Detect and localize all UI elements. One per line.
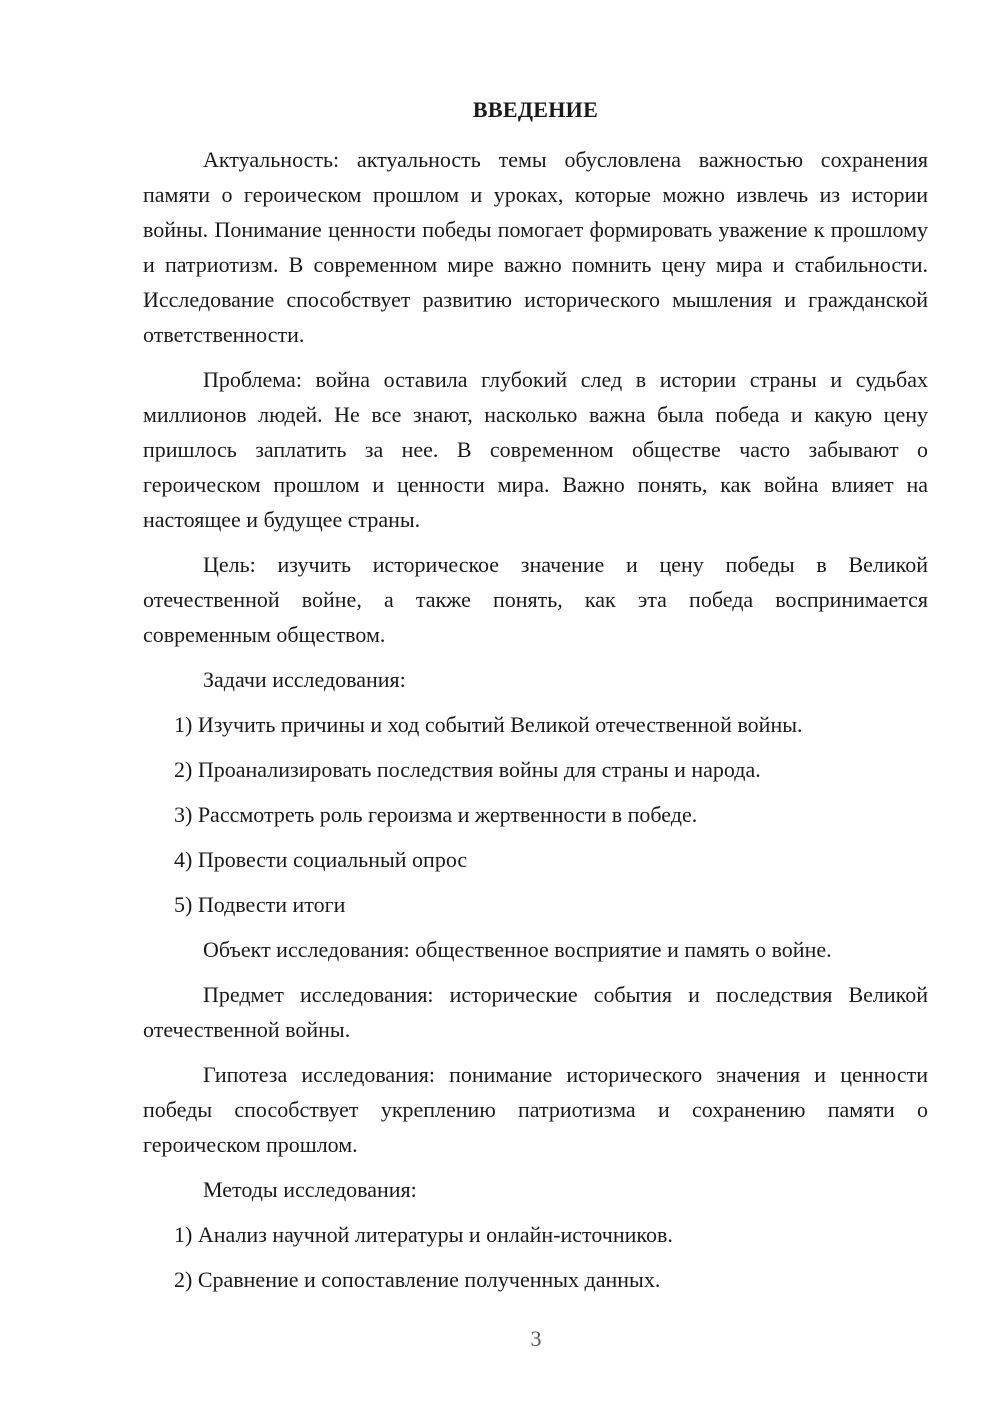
- page-content: [143, 92, 928, 1297]
- subject-paragraph: Предмет исследования: исторические события и последствия Великой отечественной войны.: [143, 982, 928, 1042]
- hypothesis-paragraph: Гипотеза исследования: понимание исторического значения и ценности победы способствует укреплению патриотизма и сохранению памяти о героическом прошлом.: [143, 1062, 928, 1157]
- goal-paragraph: Цель: изучить историческое значение и цену победы в Великой отечественной войне, а также понять, как эта победа воспринимается современным обществом.: [143, 552, 928, 647]
- tasks-heading: Задачи исследования:: [203, 667, 406, 692]
- task-item: 3) Рассмотреть роль героизма и жертвенности в победе.: [174, 802, 698, 827]
- method-item: 1) Анализ научной литературы и онлайн-источников.: [174, 1222, 673, 1247]
- task-item: 5) Подвести итоги: [174, 892, 346, 917]
- page-number: 3: [530, 1326, 542, 1351]
- methods-heading: Методы исследования:: [203, 1177, 417, 1202]
- method-item: 2) Сравнение и сопоставление полученных данных.: [174, 1267, 661, 1292]
- task-item: 2) Проанализировать последствия войны для страны и народа.: [174, 757, 761, 782]
- task-item: 1) Изучить причины и ход событий Великой отечественной войны.: [174, 712, 803, 737]
- problem-paragraph: Проблема: война оставила глубокий след в истории страны и судьбах миллионов людей. Не все знают, насколько важна была победа и какую цену пришлось заплатить за нее. В современном обществе часто забывают о героическом прошлом и ценности мира. Важно понять, как война влияет на настоящее и будущее страны.: [143, 367, 928, 532]
- task-item: 4) Провести социальный опрос: [174, 847, 468, 872]
- object-paragraph: Объект исследования: общественное восприятие и память о войне.: [203, 937, 832, 962]
- section-title: ВВЕДЕНИЕ: [472, 97, 599, 122]
- relevance-paragraph: Актуальность: актуальность темы обусловлена важностью сохранения памяти о героическом прошлом и уроках, которые можно извлечь из истории войны. Понимание ценности победы помогает формировать уважение к прошлому и патриотизм. В современном мире важно помнить цену мира и стабильности. Исследование способствует развитию исторического мышления и гражданской ответственности.: [143, 147, 928, 347]
